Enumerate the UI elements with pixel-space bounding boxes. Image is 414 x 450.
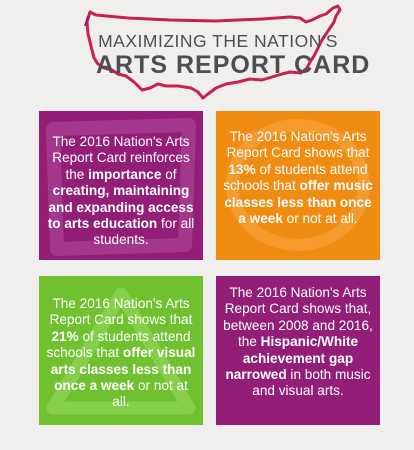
card-music: [216, 111, 380, 260]
card-text-segment: offer music classes less than once a week: [224, 178, 373, 227]
card-text-segment: or not at all.: [112, 378, 188, 410]
card-text-segment: creating, maintaining and expanding access to arts education: [47, 183, 194, 232]
card-text-segment: The 2016 Nation's Arts Report Card shows that, between 2008 and 2016, the: [223, 285, 373, 350]
card-text-segment: 13%: [228, 161, 256, 177]
card-achievement-gap: [216, 276, 380, 425]
card-text-segment: for all students.: [93, 216, 195, 248]
card-text: [45, 134, 197, 249]
card-text-segment: offer visual arts classes less than once a week: [50, 345, 196, 394]
card-text-segment: of students attend schools that: [223, 161, 368, 194]
card-text-segment: or not at all.: [282, 211, 358, 227]
card-text-segment: 21%: [51, 328, 79, 344]
title-line-1: MAXIMIZING THE NATION'S: [98, 31, 338, 51]
card-text-segment: of: [161, 166, 177, 182]
card-text-segment: Hispanic/White achievement gap narrowed: [225, 334, 359, 383]
card-text-segment: The 2016 Nation's Arts Report Card shows that: [226, 129, 370, 161]
card-text-segment: The 2016 Nation's Arts Report Card shows that: [49, 296, 193, 328]
card-text-segment: The 2016 Nation's Arts Report Card reinforces the: [52, 134, 190, 182]
card-text: [222, 129, 374, 227]
card-importance: [39, 111, 203, 260]
card-text-segment: importance: [88, 166, 162, 182]
header: [0, 0, 414, 104]
card-text-segment: of students attend schools that: [46, 328, 191, 361]
card-text: [222, 285, 374, 400]
card-text-segment: in both music and visual arts.: [252, 367, 371, 399]
title-line-2: ARTS REPORT CARD: [96, 51, 371, 79]
card-visual-arts: [39, 276, 203, 425]
card-text: [45, 296, 197, 411]
